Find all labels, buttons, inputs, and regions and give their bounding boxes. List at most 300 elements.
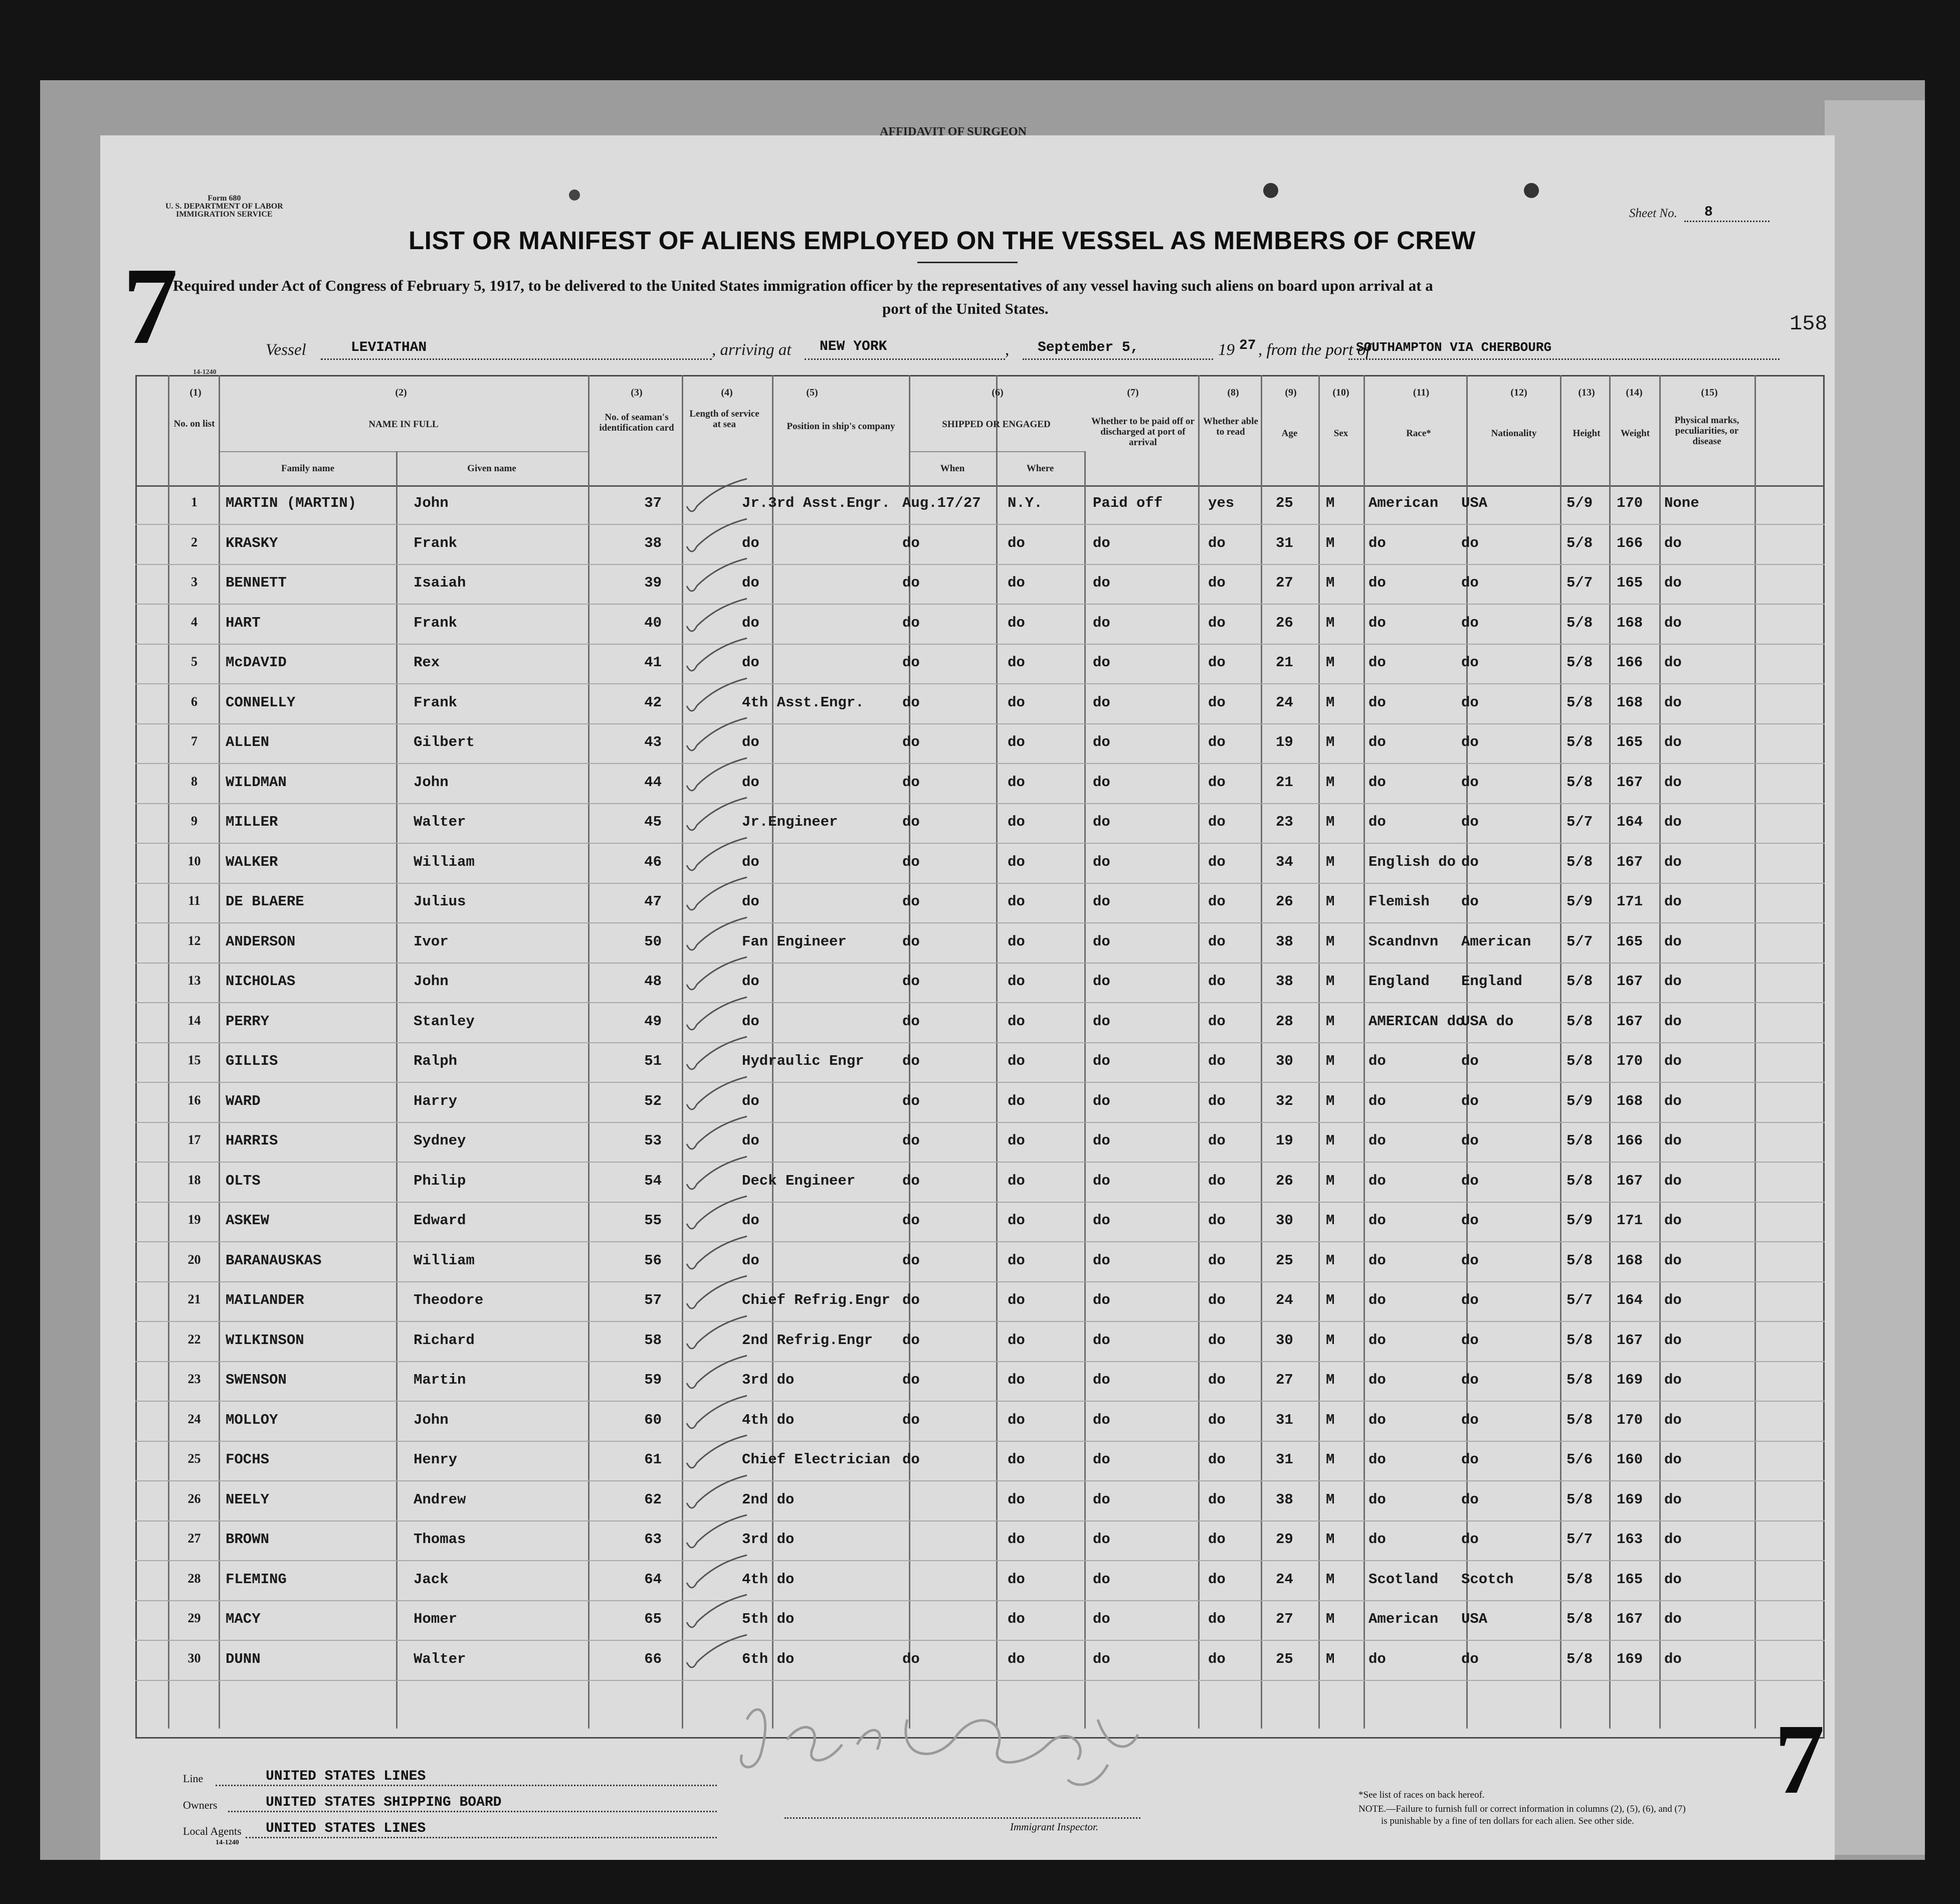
cell-position: do [742,1013,759,1030]
cell-no: 9 [191,814,198,828]
column-rule [588,375,590,1729]
cell-when: do [902,774,920,791]
cell-age: 31 [1276,1411,1293,1428]
cell-nationality: do [1461,814,1479,830]
cell-where: N.Y. [1008,495,1043,511]
vessel-name: LEVIATHAN [351,340,427,355]
header-age: Age [1281,428,1298,439]
punch-hole [1263,183,1278,198]
cell-position: Hydraulic Engr [742,1053,864,1069]
check-mark-icon [677,1313,752,1359]
cell-sex: M [1326,1172,1335,1189]
row-rule [135,1441,1825,1442]
cell-height: 5/8 [1566,1571,1593,1588]
cell-paid: do [1093,1531,1110,1548]
cell-no: 6 [191,694,198,709]
cell-when: do [902,1013,920,1030]
agents-label: Local Agents [183,1825,242,1837]
inspector-signature [727,1689,1178,1790]
date-line [1023,358,1213,360]
cell-paid: do [1093,814,1110,830]
header-shipped: SHIPPED OR ENGAGED [942,419,1051,430]
cell-age: 31 [1276,534,1293,551]
cell-race: American [1368,1611,1439,1627]
col-num-3: (3) [631,387,643,398]
cell-sex: M [1326,1292,1335,1308]
cell-weight: 167 [1617,1611,1643,1627]
check-mark-icon [677,795,752,840]
cell-sex: M [1326,1252,1335,1269]
cell-where: do [1008,534,1025,551]
cell-family: NEELY [226,1491,270,1508]
cell-position: do [742,614,759,631]
cell-read: do [1208,1053,1226,1069]
cell-weight: 165 [1617,933,1643,950]
check-mark-icon [677,1353,752,1398]
cell-given: John [414,774,449,791]
cell-age: 24 [1276,1571,1293,1588]
cell-weight: 165 [1617,1571,1643,1588]
cell-position: do [742,575,759,591]
cell-when: do [902,1172,920,1189]
cell-given: John [414,1411,449,1428]
cell-card: 41 [644,654,662,671]
row-rule [135,524,1825,525]
vessel-line [321,358,712,360]
cell-sex: M [1326,575,1335,591]
footer-print-code: 14-1240 [216,1839,239,1846]
cell-given: Ralph [414,1053,458,1069]
punch-hole [1524,183,1539,198]
row-rule [135,564,1825,565]
cell-given: Andrew [414,1491,466,1508]
row-rule [135,1122,1825,1123]
cell-card: 37 [644,495,662,511]
cell-position: do [742,853,759,870]
cell-where: do [1008,1411,1025,1428]
cell-paid: do [1093,853,1110,870]
cell-when: do [902,853,920,870]
cell-family: ASKEW [226,1212,270,1229]
cell-age: 26 [1276,1172,1293,1189]
cell-height: 5/8 [1566,614,1593,631]
cell-weight: 165 [1617,734,1643,750]
cell-when: do [902,1252,920,1269]
cell-paid: do [1093,1013,1110,1030]
cell-race: American [1368,495,1439,511]
cell-no: 30 [187,1650,201,1665]
cell-nationality: Scotch [1461,1571,1514,1588]
cell-family: ALLEN [226,734,270,750]
col-num-12: (12) [1510,387,1527,398]
cell-age: 25 [1276,1650,1293,1667]
header-when: When [940,463,965,474]
cell-where: do [1008,1451,1025,1468]
corner-number: 7 [123,245,178,367]
cell-sex: M [1326,1092,1335,1109]
check-mark-icon [677,636,752,681]
cell-weight: 165 [1617,575,1643,591]
cell-marks: do [1664,1451,1682,1468]
cell-age: 30 [1276,1331,1293,1349]
row-rule [135,1680,1825,1681]
cell-given: Jack [414,1571,449,1588]
cell-weight: 169 [1617,1372,1643,1388]
check-mark-icon [677,915,752,960]
row-rule [135,1082,1825,1083]
cell-given: Frank [414,694,458,711]
cell-given: John [414,973,449,990]
cell-nationality: USA do [1461,1013,1514,1030]
cell-weight: 168 [1617,694,1643,711]
cell-read: do [1208,1331,1226,1349]
row-rule [135,1560,1825,1561]
cell-marks: do [1664,1411,1682,1428]
cell-position: Jr.Engineer [742,814,838,830]
cell-position: 4th Asst.Engr. [742,694,864,711]
cell-given: Stanley [414,1013,475,1030]
cell-when: do [902,1292,920,1308]
cell-read: do [1208,933,1226,950]
cell-when: do [902,1650,920,1667]
cell-age: 38 [1276,933,1293,950]
owners-value: UNITED STATES SHIPPING BOARD [266,1795,502,1810]
cell-weight: 164 [1617,814,1643,830]
cell-sex: M [1326,893,1335,910]
title-underline [917,262,1018,263]
cell-card: 54 [644,1172,662,1189]
punch-hole [569,189,580,201]
cell-position: do [742,1092,759,1109]
cell-weight: 168 [1617,614,1643,631]
cell-family: MARTIN (MARTIN) [226,495,357,511]
row-rule [135,963,1825,964]
cell-sex: M [1326,1411,1335,1428]
cell-no: 22 [187,1331,201,1347]
cell-age: 21 [1276,654,1293,671]
cell-where: do [1008,1132,1025,1149]
cell-position: 4th do [742,1571,795,1588]
cell-no: 27 [187,1531,201,1546]
cell-weight: 167 [1617,973,1643,990]
cell-race: do [1368,1172,1386,1189]
cell-when: do [902,1132,920,1149]
cell-paid: do [1093,1331,1110,1349]
cell-height: 5/7 [1566,575,1593,591]
owners-rule [228,1811,717,1812]
cell-no: 29 [187,1611,201,1625]
cell-family: KRASKY [226,534,278,551]
cell-given: Homer [414,1611,458,1627]
cell-family: WALKER [226,853,278,870]
cell-nationality: do [1461,1053,1479,1069]
cell-age: 38 [1276,1491,1293,1508]
cell-family: WARD [226,1092,261,1109]
cell-family: BARANAUSKAS [226,1252,322,1269]
cell-age: 29 [1276,1531,1293,1548]
cell-paid: do [1093,933,1110,950]
cell-weight: 169 [1617,1491,1643,1508]
cell-given: Thomas [414,1531,466,1548]
cell-paid: Paid off [1093,495,1163,511]
header-length: Length of service at sea [689,409,759,430]
header-position: Position in ship's company [787,421,895,432]
cell-no: 11 [188,893,201,908]
column-rule [396,451,398,1729]
arrival-date: September 5, [1038,340,1139,355]
cell-sex: M [1326,534,1335,551]
port-line [805,358,1005,360]
row-rule [135,1002,1825,1003]
cell-no: 23 [187,1372,201,1386]
cell-weight: 170 [1617,495,1643,511]
cell-sex: M [1326,774,1335,791]
cell-given: Richard [414,1331,475,1349]
cell-where: do [1008,654,1025,671]
cell-marks: do [1664,1331,1682,1349]
header-weight: Weight [1620,428,1650,439]
cell-when: do [902,973,920,990]
cell-no: 26 [187,1491,201,1506]
cell-no: 20 [187,1252,201,1267]
cell-nationality: England [1461,973,1522,990]
cell-given: Frank [414,614,458,631]
cell-position: 2nd Refrig.Engr [742,1331,873,1349]
header-name: NAME IN FULL [368,419,439,430]
cell-paid: do [1093,1252,1110,1269]
cell-where: do [1008,1212,1025,1229]
cell-paid: do [1093,1053,1110,1069]
cell-where: do [1008,1331,1025,1349]
cell-given: Julius [414,893,466,910]
cell-read: do [1208,1531,1226,1548]
cell-where: do [1008,1252,1025,1269]
cell-weight: 171 [1617,1212,1643,1229]
cell-age: 21 [1276,774,1293,791]
cell-age: 19 [1276,734,1293,750]
cell-when: do [902,575,920,591]
arrival-port: NEW YORK [820,339,887,354]
cell-family: WILKINSON [226,1331,304,1349]
cell-nationality: do [1461,1092,1479,1109]
cell-marks: do [1664,1132,1682,1149]
cell-no: 28 [187,1571,201,1586]
cell-sex: M [1326,654,1335,671]
line-value: UNITED STATES LINES [266,1769,426,1784]
cell-height: 5/6 [1566,1451,1593,1468]
cell-when: do [902,534,920,551]
cell-given: Martin [414,1372,466,1388]
cell-age: 27 [1276,575,1293,591]
subtitle-line-1: Required under Act of Congress of February 5, 1917, to be delivered to the United States immigration officer by the representatives of any vessel having such aliens on board upon arrival at a [173,277,1433,294]
col-num-5: (5) [806,387,818,398]
cell-height: 5/8 [1566,1650,1593,1667]
cell-read: do [1208,534,1226,551]
from-port: SOUTHAMPTON VIA CHERBOURG [1356,340,1552,355]
cell-position: Fan Engineer [742,933,847,950]
cell-where: do [1008,1172,1025,1189]
cell-height: 5/8 [1566,1611,1593,1627]
cell-no: 2 [191,534,198,549]
cell-where: do [1008,893,1025,910]
sheet-no-value: 8 [1704,205,1713,220]
col-num-9: (9) [1285,387,1297,398]
cell-sex: M [1326,1650,1335,1667]
cell-no: 24 [187,1411,201,1426]
cell-weight: 167 [1617,1331,1643,1349]
inspector-rule [785,1817,1140,1819]
cell-read: yes [1208,495,1235,511]
cell-read: do [1208,1491,1226,1508]
form-department: U. S. DEPARTMENT OF LABOR [165,202,283,211]
cell-read: do [1208,893,1226,910]
cell-height: 5/8 [1566,853,1593,870]
cell-nationality: do [1461,694,1479,711]
from-port-label: , from the port of [1258,341,1370,359]
cell-card: 50 [644,933,662,950]
cell-card: 56 [644,1252,662,1269]
year-prefix: 19 [1218,341,1235,359]
check-mark-icon [677,715,752,760]
cell-card: 60 [644,1411,662,1428]
cell-age: 38 [1276,973,1293,990]
cell-race: Scandnvn [1368,933,1439,950]
cell-paid: do [1093,1292,1110,1308]
cell-no: 7 [191,734,198,748]
cell-nationality: USA [1461,1611,1488,1627]
cell-marks: do [1664,1491,1682,1508]
cell-given: Theodore [414,1292,484,1308]
cell-where: do [1008,1053,1025,1069]
row-rule [135,803,1825,804]
cell-weight: 170 [1617,1053,1643,1069]
cell-height: 5/9 [1566,1212,1593,1229]
cell-height: 5/8 [1566,534,1593,551]
race-note: *See list of races on back hereof. [1358,1790,1485,1800]
cell-card: 59 [644,1372,662,1388]
cell-family: MOLLOY [226,1411,278,1428]
cell-where: do [1008,575,1025,591]
cell-family: SWENSON [226,1372,287,1388]
header-paid: Whether to be paid off or discharged at port of arrival [1091,416,1195,448]
row-rule [135,1321,1825,1322]
cell-paid: do [1093,1172,1110,1189]
cell-marks: do [1664,1292,1682,1308]
owners-label: Owners [183,1799,218,1811]
cell-given: Walter [414,814,466,830]
cell-nationality: American [1461,933,1531,950]
header-given: Given name [467,463,516,474]
inspector-label: Immigrant Inspector. [1010,1821,1099,1833]
cell-race: do [1368,814,1386,830]
row-rule [135,1480,1825,1481]
cell-paid: do [1093,893,1110,910]
cell-given: Isaiah [414,575,466,591]
check-mark-icon [677,1553,752,1598]
cell-family: OLTS [226,1172,261,1189]
cell-sex: M [1326,814,1335,830]
cell-race: Flemish [1368,893,1430,910]
cell-family: DE BLAERE [226,893,304,910]
cell-nationality: do [1461,1491,1479,1508]
cell-age: 31 [1276,1451,1293,1468]
cell-sex: M [1326,495,1335,511]
cell-nationality: do [1461,1172,1479,1189]
cell-read: do [1208,774,1226,791]
cell-weight: 168 [1617,1092,1643,1109]
cell-where: do [1008,1372,1025,1388]
cell-where: do [1008,694,1025,711]
cell-card: 64 [644,1571,662,1588]
cell-sex: M [1326,1571,1335,1588]
cell-read: do [1208,1092,1226,1109]
cell-age: 30 [1276,1212,1293,1229]
check-mark-icon [677,1433,752,1478]
cell-height: 5/9 [1566,495,1593,511]
cell-position: 6th do [742,1650,795,1667]
cell-family: CONNELLY [226,694,296,711]
header-race: Race* [1406,428,1431,439]
cell-age: 28 [1276,1013,1293,1030]
cell-paid: do [1093,1132,1110,1149]
cell-weight: 160 [1617,1451,1643,1468]
row-rule [135,763,1825,764]
cell-card: 63 [644,1531,662,1548]
cell-when: do [902,933,920,950]
cell-height: 5/8 [1566,694,1593,711]
cell-marks: do [1664,1252,1682,1269]
cell-height: 5/8 [1566,654,1593,671]
cell-read: do [1208,654,1226,671]
manifest-sheet [100,125,1835,1860]
cell-height: 5/8 [1566,1491,1593,1508]
check-mark-icon [677,1074,752,1119]
col-num-2: (2) [395,387,407,398]
cell-family: PERRY [226,1013,270,1030]
cell-position: do [742,774,759,791]
cell-nationality: do [1461,1531,1479,1548]
cell-no: 19 [187,1212,201,1227]
check-mark-icon [677,676,752,721]
cell-nationality: do [1461,575,1479,591]
row-rule [135,1520,1825,1521]
cell-position: do [742,1212,759,1229]
column-rule [1560,375,1561,1729]
check-mark-icon [677,1393,752,1438]
cell-position: 4th do [742,1411,795,1428]
check-mark-icon [677,835,752,880]
header-family: Family name [281,463,335,474]
col-num-4: (4) [721,387,733,398]
cell-position: 3rd do [742,1372,795,1388]
cell-paid: do [1093,614,1110,631]
cell-nationality: do [1461,1212,1479,1229]
cell-position: Chief Electrician [742,1451,890,1468]
affidavit-label: AFFIDAVIT OF SURGEON [880,125,1027,138]
cell-no: 3 [191,575,198,589]
cell-no: 18 [187,1172,201,1187]
cell-race: do [1368,534,1386,551]
cell-when: do [902,1372,920,1388]
cell-no: 21 [187,1292,201,1306]
cell-paid: do [1093,1611,1110,1627]
cell-family: MILLER [226,814,278,830]
cell-no: 25 [187,1451,201,1466]
cell-weight: 167 [1617,774,1643,791]
cell-position: 3rd do [742,1531,795,1548]
row-rule [135,1640,1825,1641]
cell-paid: do [1093,1411,1110,1428]
